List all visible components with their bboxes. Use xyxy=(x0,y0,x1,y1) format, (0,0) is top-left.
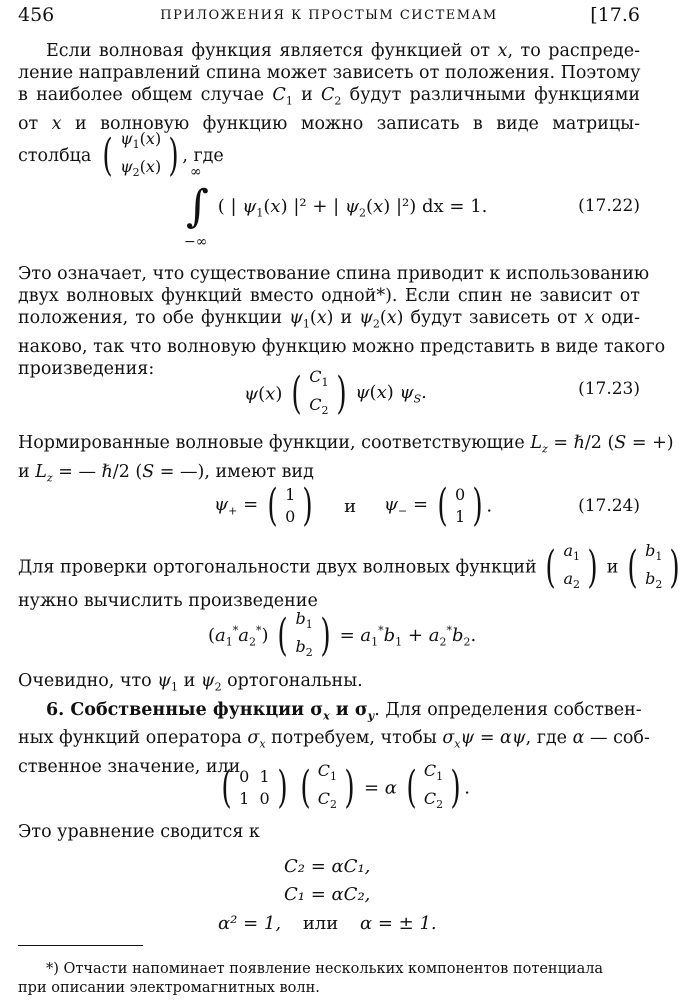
text-line: ление направлений спина может зависеть от положения. Поэтому xyxy=(18,63,641,83)
text-line: двух волновых функций вместо одной*). Если спин не зависит от xyxy=(18,286,640,306)
text-line: ственное значение, или xyxy=(18,756,241,777)
equation-17-22: ∞ ∫ −∞ ( | $\psi_1(x) |^2$ + | $\psi_2(x)$ |²) dx = 1. (17.22) xyxy=(184,164,640,250)
paragraph-3 xyxy=(18,432,674,489)
equation-number: (17.22) xyxy=(578,196,640,216)
text-line: и $L_z$ = — ℏ/2 (S = —), имеют вид xyxy=(18,461,314,484)
section-number: [17.6 xyxy=(590,4,640,26)
text-line: ных функций оператора $\sigma_x$ потребуем, чтобы $\sigma_x\psi = \alpha\psi$, где α — соб- xyxy=(18,728,650,751)
equation-17-23: ψ(x) ( $C_1$ $C_2$ ) ψ(x) $\psi_S$. (17.23) xyxy=(244,367,640,420)
equation-system-b: C₁ = αC₂, xyxy=(284,884,371,905)
running-header xyxy=(18,4,640,30)
footnote-line: *) Отчасти напоминает появление нескольких компонентов потенциала xyxy=(46,961,604,977)
equation-number: (17.23) xyxy=(578,379,640,399)
column-vector: $\psi_1(x)$ $\psi_2(x)$ xyxy=(120,129,162,180)
text-line: положения, то обе функции $\psi_1(x)$ и $\psi_2(x)$ будут зависеть от x оди- xyxy=(18,308,640,331)
equation-system-c: α² = 1, или α = ± 1. xyxy=(218,913,437,934)
text-line: Нормированные волновые функции, соответствующие $L_z$ = ℏ/2 (S = +) xyxy=(18,433,674,456)
text-line: произведения: xyxy=(18,358,155,379)
paragraph-6 xyxy=(18,821,640,843)
paragraph-1-tail xyxy=(18,128,640,184)
paragraph-4 xyxy=(18,540,681,612)
text-line: Очевидно, что $\psi_1$ и $\psi_2$ ортогональны. xyxy=(18,671,363,694)
text-line: в наиболее общем случае $C_1$ и $C_2$ будут различными функциями xyxy=(18,85,640,108)
text-line: Для проверки ортогональности двух волновых функций ( $a_1$ $a_2$ ) и ( $b_1$ $b_2$ ) xyxy=(18,541,681,594)
text-line: Это означает, что существование спина приводит к использованию xyxy=(18,264,650,284)
equation-eigen: ( 0 1 1 0 ) ( $C_1$ $C_2$ ) = α ( $C_1$ $C_2$ ) . xyxy=(221,761,470,814)
equation-inner-product: $(a_1^*a_2^*)$ ( $b_1$ $b_2$ ) = $a_1^*b_1 + a_2^*b_2$. xyxy=(208,609,477,662)
text-line: Если волновая функция является функцией от x, то распреде- xyxy=(46,41,640,61)
text-line: наково, так что волновую функцию можно представить в виде такого xyxy=(18,336,666,357)
text-line: столбца ( $\psi_1(x)$ $\psi_2(x)$ ) , где xyxy=(18,146,224,166)
section-heading: 6. Собственные функции $\sigma_x$ и $\sigma_y$ xyxy=(46,699,375,722)
paragraph-2 xyxy=(18,263,666,380)
text-line: нужно вычислить произведение xyxy=(18,591,318,612)
equation-17-24: $\psi_+$ = ( 1 0 ) и $\psi_-$ = ( 0 1 ) . (17.24) xyxy=(214,480,640,531)
running-title: ПРИЛОЖЕНИЯ К ПРОСТЫМ СИСТЕМАМ xyxy=(160,8,498,23)
footnote-rule xyxy=(18,945,143,946)
integral-sign: ∞ ∫ −∞ xyxy=(184,164,209,250)
equation-number: (17.24) xyxy=(578,496,640,516)
page-number: 456 xyxy=(18,4,55,26)
text-line: от x и волновую функцию можно записать в виде матрицы- xyxy=(18,113,640,134)
footnote-line: при описании электромагнитных волн. xyxy=(18,980,320,996)
equation-system-a: C₂ = αC₁, xyxy=(284,856,371,877)
text-line: Это уравнение сводится к xyxy=(18,822,260,842)
paragraph-1 xyxy=(18,40,640,135)
footnote xyxy=(18,960,640,998)
text-line: 6. Собственные функции $\sigma_x$ и $\sigma_y$. Для определения собствен- xyxy=(46,699,642,722)
